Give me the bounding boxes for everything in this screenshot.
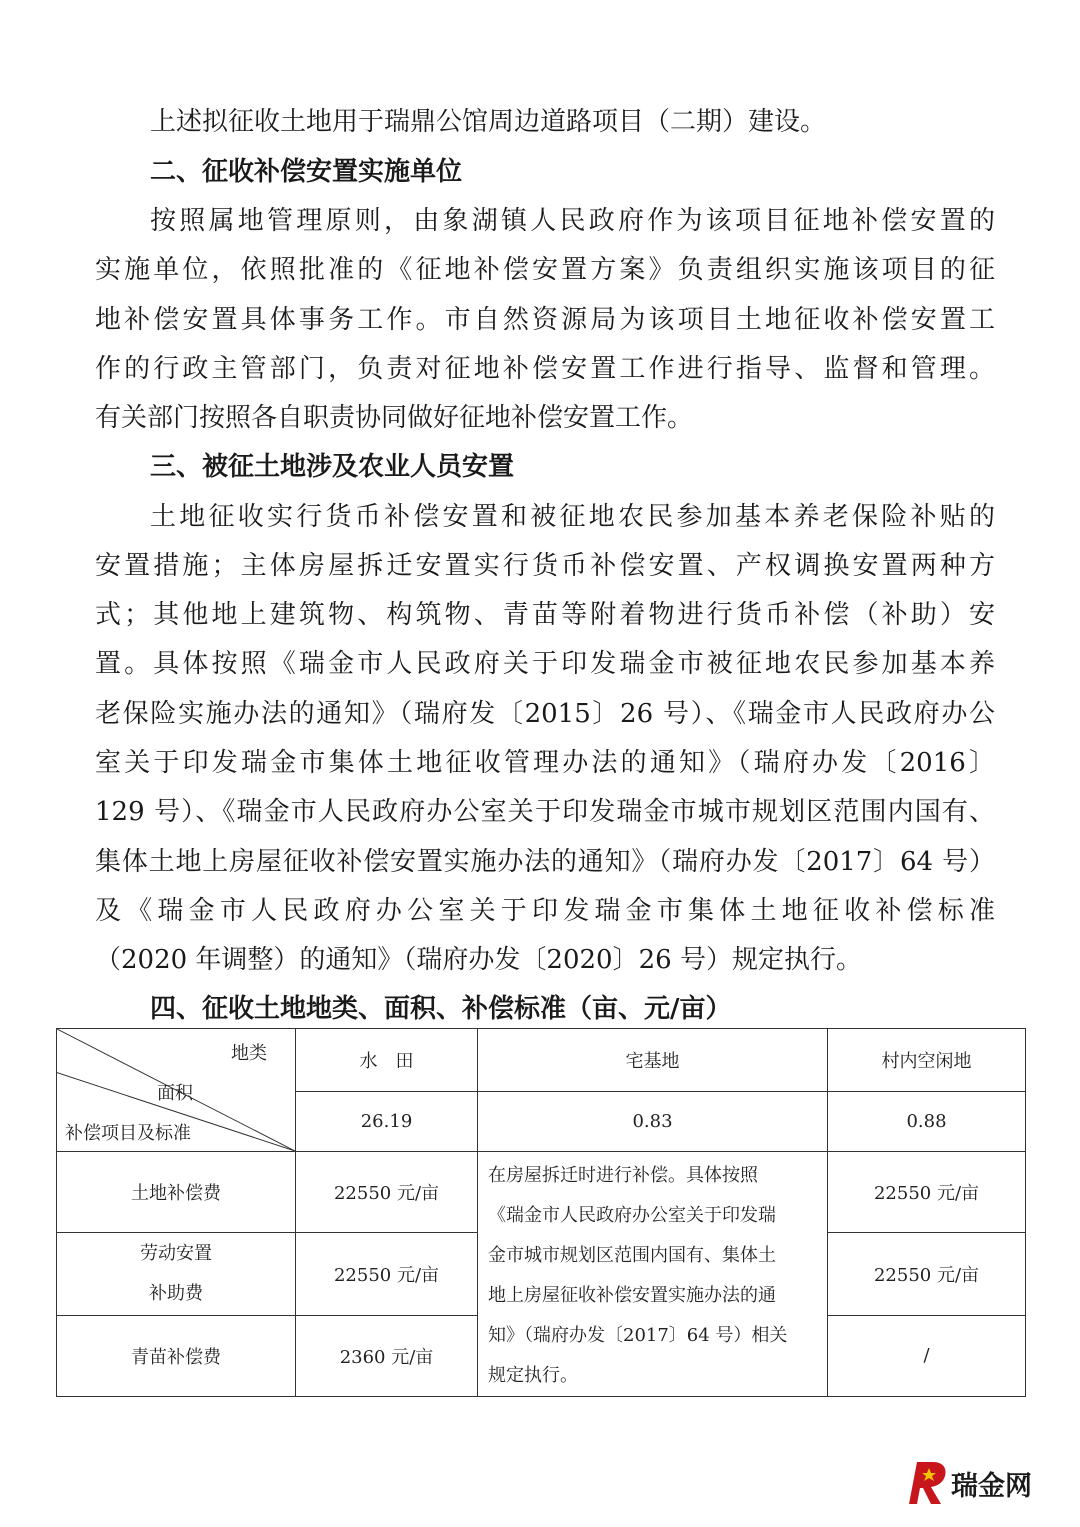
land-type-paddy: 水 田 (296, 1029, 478, 1092)
section-heading-4: 四、征收土地地类、面积、补偿标准（亩、元/亩） (150, 994, 732, 1024)
diagonal-header-cell (57, 1029, 296, 1152)
paragraph-line: 有关部门按照各自职责协同做好征地补偿安置工作。 (95, 403, 694, 433)
labor-subsidy-paddy: 22550 元/亩 (296, 1233, 478, 1315)
header-area-label: 面积 (157, 1083, 193, 1104)
compensation-table (56, 1028, 1026, 1397)
area-homestead: 0.83 (478, 1092, 828, 1152)
paragraph-line: 地补偿安置具体事务工作。市自然资源局为该项目土地征收补偿安置工 (95, 305, 995, 335)
note-line: 在房屋拆迁时进行补偿。具体按照 (488, 1165, 758, 1186)
homestead-note (478, 1152, 828, 1397)
land-compensation-idle: 22550 元/亩 (828, 1152, 1026, 1233)
paragraph-line: 集体土地上房屋征收补偿安置实施办法的通知》（瑞府办发〔2017〕64 号） (95, 847, 995, 877)
land-type-idle: 村内空闲地 (828, 1029, 1026, 1092)
paragraph-line: 实施单位，依照批准的《征地补偿安置方案》负责组织实施该项目的征 (95, 255, 995, 285)
note-line: 金市城市规划区范围内国有、集体土 (488, 1245, 776, 1266)
header-item-label: 补偿项目及标准 (65, 1123, 191, 1144)
item-crop-compensation: 青苗补偿费 (57, 1315, 296, 1396)
land-type-homestead: 宅基地 (478, 1029, 828, 1092)
paragraph-line: 老保险实施办法的通知》（瑞府发〔2015〕26 号）、《瑞金市人民政府办公 (95, 699, 995, 729)
paragraph-line: 安置措施；主体房屋拆迁安置实行货币补偿安置、产权调换安置两种方 (95, 551, 995, 581)
labor-subsidy-idle: 22550 元/亩 (828, 1233, 1026, 1315)
logo-r-icon (903, 1456, 949, 1508)
paragraph-line: 作的行政主管部门，负责对征地补偿安置工作进行指导、监督和管理。 (95, 354, 995, 384)
section-heading-2: 二、征收补偿安置实施单位 (150, 157, 463, 187)
logo-text: 瑞金网 (951, 1471, 1032, 1502)
crop-compensation-paddy: 2360 元/亩 (296, 1315, 478, 1396)
item-line: 劳动安置 (140, 1242, 212, 1264)
paragraph-line: 及《瑞金市人民政府办公室关于印发瑞金市集体土地征收补偿标准 (95, 896, 995, 926)
note-line: 地上房屋征收补偿安置实施办法的通 (488, 1285, 776, 1306)
paragraph-line: 室关于印发瑞金市集体土地征收管理办法的通知》（瑞府办发〔2016〕 (95, 748, 995, 778)
paragraph-line: 置。具体按照《瑞金市人民政府关于印发瑞金市被征地农民参加基本养 (95, 649, 995, 679)
area-idle: 0.88 (828, 1092, 1026, 1152)
item-land-compensation: 土地补偿费 (57, 1152, 296, 1233)
ruijin-logo (903, 1456, 1063, 1512)
area-paddy: 26.19 (296, 1092, 478, 1152)
header-land-type-label: 地类 (231, 1043, 267, 1064)
paragraph-line: 上述拟征收土地用于瑞鼎公馆周边道路项目（二期）建设。 (150, 107, 827, 137)
land-compensation-paddy: 22550 元/亩 (296, 1152, 478, 1233)
paragraph-line: 土地征收实行货币补偿安置和被征地农民参加基本养老保险补贴的 (150, 502, 995, 532)
paragraph-line: 按照属地管理原则，由象湖镇人民政府作为该项目征地补偿安置的 (150, 206, 995, 236)
note-line: 《瑞金市人民政府办公室关于印发瑞 (488, 1205, 776, 1226)
item-labor-resettlement (57, 1233, 296, 1315)
note-line: 知》（瑞府办发〔2017〕64 号）相关 (488, 1325, 788, 1346)
crop-compensation-idle: / (828, 1315, 1026, 1396)
item-line: 补助费 (149, 1282, 203, 1304)
paragraph-line: 129 号）、《瑞金市人民政府办公室关于印发瑞金市城市规划区范围内国有、 (95, 797, 995, 827)
section-heading-3: 三、被征土地涉及农业人员安置 (150, 452, 515, 482)
note-line: 规定执行。 (488, 1365, 578, 1386)
paragraph-line: （2020 年调整）的通知》（瑞府办发〔2020〕26 号）规定执行。 (95, 945, 862, 975)
paragraph-line: 式；其他地上建筑物、构筑物、青苗等附着物进行货币补偿（补助）安 (95, 600, 995, 630)
